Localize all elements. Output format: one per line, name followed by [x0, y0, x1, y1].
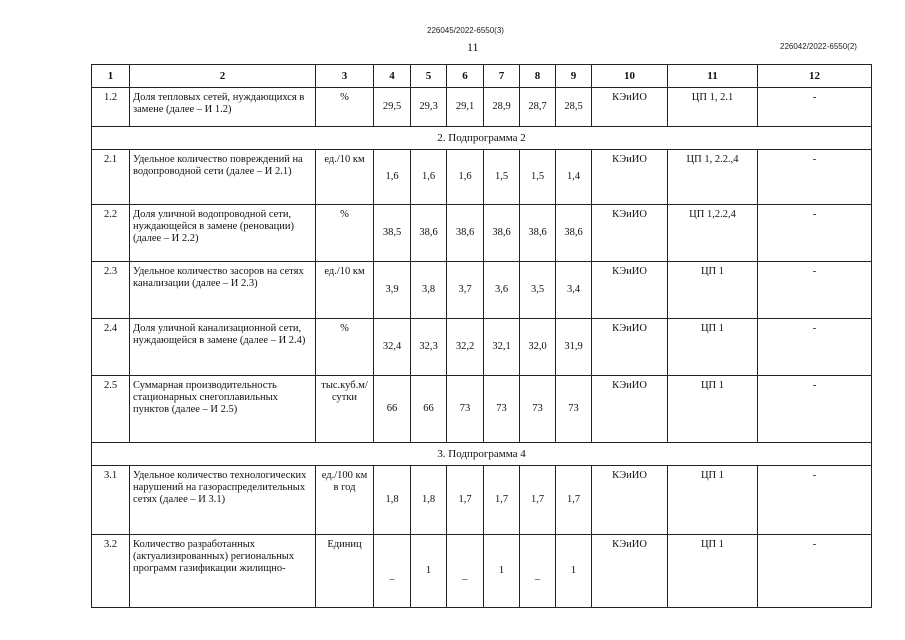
table-header-row [92, 65, 872, 88]
cell-note: - [758, 205, 872, 262]
cell-value-2022: 1 [411, 535, 447, 608]
section-title: 2. Подпрограмма 2 [92, 127, 872, 150]
header-cell-11: 11 [668, 65, 758, 88]
cell-executor: КЭиИО [592, 535, 668, 608]
cell-program-link: ЦП 1,2.2,4 [668, 205, 758, 262]
cell-unit: тыс.куб.м/ сутки [316, 376, 374, 443]
cell-indicator-name: Доля уличной водопроводной сети, нуждающейся в замене (реновации) (далее – И 2.2) [130, 205, 316, 262]
cell-program-link: ЦП 1 [668, 262, 758, 319]
cell-note: - [758, 262, 872, 319]
cell-value-2022: 66 [411, 376, 447, 443]
cell-program-link: ЦП 1 [668, 319, 758, 376]
cell-unit: ед./10 км [316, 150, 374, 205]
cell-number: 3.1 [92, 466, 130, 535]
cell-number: 2.2 [92, 205, 130, 262]
cell-note: - [758, 376, 872, 443]
cell-value-2024: 32,1 [484, 319, 520, 376]
cell-program-link: ЦП 1, 2.1 [668, 88, 758, 127]
cell-value-2025: _ [520, 535, 556, 608]
header-cell-3: 3 [316, 65, 374, 88]
cell-value-2023: 32,2 [447, 319, 484, 376]
cell-value-2025: 73 [520, 376, 556, 443]
cell-program-link: ЦП 1, 2.2.,4 [668, 150, 758, 205]
cell-value-2025: 38,6 [520, 205, 556, 262]
cell-executor: КЭиИО [592, 150, 668, 205]
cell-value-2021: 38,5 [374, 205, 411, 262]
cell-value-2025: 1,7 [520, 466, 556, 535]
document-stamp-right: 226042/2022-6550(2) [780, 42, 857, 51]
cell-value-2026: 1 [556, 535, 592, 608]
cell-number: 3.2 [92, 535, 130, 608]
cell-indicator-name: Удельное количество повреждений на водопроводной сети (далее – И 2.1) [130, 150, 316, 205]
cell-unit: ед./100 км в год [316, 466, 374, 535]
cell-executor: КЭиИО [592, 262, 668, 319]
cell-value-2023: 1,6 [447, 150, 484, 205]
cell-value-2023: 73 [447, 376, 484, 443]
cell-value-2026: 3,4 [556, 262, 592, 319]
cell-value-2023: 38,6 [447, 205, 484, 262]
cell-unit: % [316, 205, 374, 262]
cell-program-link: ЦП 1 [668, 535, 758, 608]
table-row [92, 376, 872, 443]
cell-note: - [758, 150, 872, 205]
cell-executor: КЭиИО [592, 319, 668, 376]
cell-value-2026: 28,5 [556, 88, 592, 127]
cell-unit: Единиц [316, 535, 374, 608]
header-cell-10: 10 [592, 65, 668, 88]
cell-value-2026: 31,9 [556, 319, 592, 376]
cell-unit: % [316, 88, 374, 127]
header-cell-5: 5 [411, 65, 447, 88]
indicators-table [91, 64, 872, 608]
cell-executor: КЭиИО [592, 205, 668, 262]
table-row [92, 150, 872, 205]
table-row [92, 205, 872, 262]
cell-value-2023: _ [447, 535, 484, 608]
cell-value-2025: 1,5 [520, 150, 556, 205]
cell-value-2022: 3,8 [411, 262, 447, 319]
table-row [92, 535, 872, 608]
cell-value-2024: 1,5 [484, 150, 520, 205]
header-cell-7: 7 [484, 65, 520, 88]
header-cell-6: 6 [447, 65, 484, 88]
cell-value-2022: 29,3 [411, 88, 447, 127]
cell-number: 1.2 [92, 88, 130, 127]
cell-value-2022: 1,8 [411, 466, 447, 535]
table-row [92, 88, 872, 127]
cell-value-2023: 3,7 [447, 262, 484, 319]
cell-indicator-name: Удельное количество технологических нарушений на газораспределительных сетях (далее – И 3.1) [130, 466, 316, 535]
cell-program-link: ЦП 1 [668, 466, 758, 535]
table-row [92, 262, 872, 319]
cell-indicator-name: Доля тепловых сетей, нуждающихся в замене (далее – И 1.2) [130, 88, 316, 127]
cell-number: 2.1 [92, 150, 130, 205]
cell-value-2022: 1,6 [411, 150, 447, 205]
cell-note: - [758, 319, 872, 376]
cell-value-2022: 32,3 [411, 319, 447, 376]
page-number: 11 [467, 40, 479, 54]
cell-value-2024: 73 [484, 376, 520, 443]
header-cell-8: 8 [520, 65, 556, 88]
cell-value-2026: 1,4 [556, 150, 592, 205]
cell-value-2022: 38,6 [411, 205, 447, 262]
header-cell-2: 2 [130, 65, 316, 88]
cell-note: - [758, 466, 872, 535]
document-stamp-top: 226045/2022-6550(3) [427, 26, 504, 35]
table-row [92, 466, 872, 535]
cell-indicator-name: Количество разработанных (актуализированных) региональных программ газификации жилищно- [130, 535, 316, 608]
cell-executor: КЭиИО [592, 466, 668, 535]
cell-value-2024: 1 [484, 535, 520, 608]
header-cell-12: 12 [758, 65, 872, 88]
cell-executor: КЭиИО [592, 376, 668, 443]
cell-value-2025: 28,7 [520, 88, 556, 127]
cell-number: 2.5 [92, 376, 130, 443]
table-row [92, 319, 872, 376]
header-cell-1: 1 [92, 65, 130, 88]
header-cell-4: 4 [374, 65, 411, 88]
cell-note: - [758, 88, 872, 127]
cell-number: 2.4 [92, 319, 130, 376]
cell-unit: % [316, 319, 374, 376]
cell-number: 2.3 [92, 262, 130, 319]
cell-value-2025: 3,5 [520, 262, 556, 319]
cell-indicator-name: Доля уличной канализационной сети, нуждающейся в замене (далее – И 2.4) [130, 319, 316, 376]
cell-value-2021: 1,6 [374, 150, 411, 205]
cell-value-2023: 1,7 [447, 466, 484, 535]
cell-value-2026: 38,6 [556, 205, 592, 262]
cell-value-2026: 73 [556, 376, 592, 443]
header-cell-9: 9 [556, 65, 592, 88]
cell-value-2023: 29,1 [447, 88, 484, 127]
cell-value-2021: 29,5 [374, 88, 411, 127]
cell-program-link: ЦП 1 [668, 376, 758, 443]
cell-value-2021: 66 [374, 376, 411, 443]
cell-unit: ед./10 км [316, 262, 374, 319]
section-title: 3. Подпрограмма 4 [92, 443, 872, 466]
cell-value-2021: 3,9 [374, 262, 411, 319]
section-row [92, 127, 872, 150]
cell-value-2025: 32,0 [520, 319, 556, 376]
cell-value-2021: _ [374, 535, 411, 608]
cell-note: - [758, 535, 872, 608]
section-row [92, 443, 872, 466]
cell-value-2026: 1,7 [556, 466, 592, 535]
cell-value-2024: 3,6 [484, 262, 520, 319]
cell-executor: КЭиИО [592, 88, 668, 127]
cell-indicator-name: Удельное количество засоров на сетях канализации (далее – И 2.3) [130, 262, 316, 319]
cell-value-2024: 28,9 [484, 88, 520, 127]
cell-value-2021: 1,8 [374, 466, 411, 535]
cell-indicator-name: Суммарная производительность стационарных снегоплавильных пунктов (далее – И 2.5) [130, 376, 316, 443]
cell-value-2024: 38,6 [484, 205, 520, 262]
cell-value-2021: 32,4 [374, 319, 411, 376]
cell-value-2024: 1,7 [484, 466, 520, 535]
